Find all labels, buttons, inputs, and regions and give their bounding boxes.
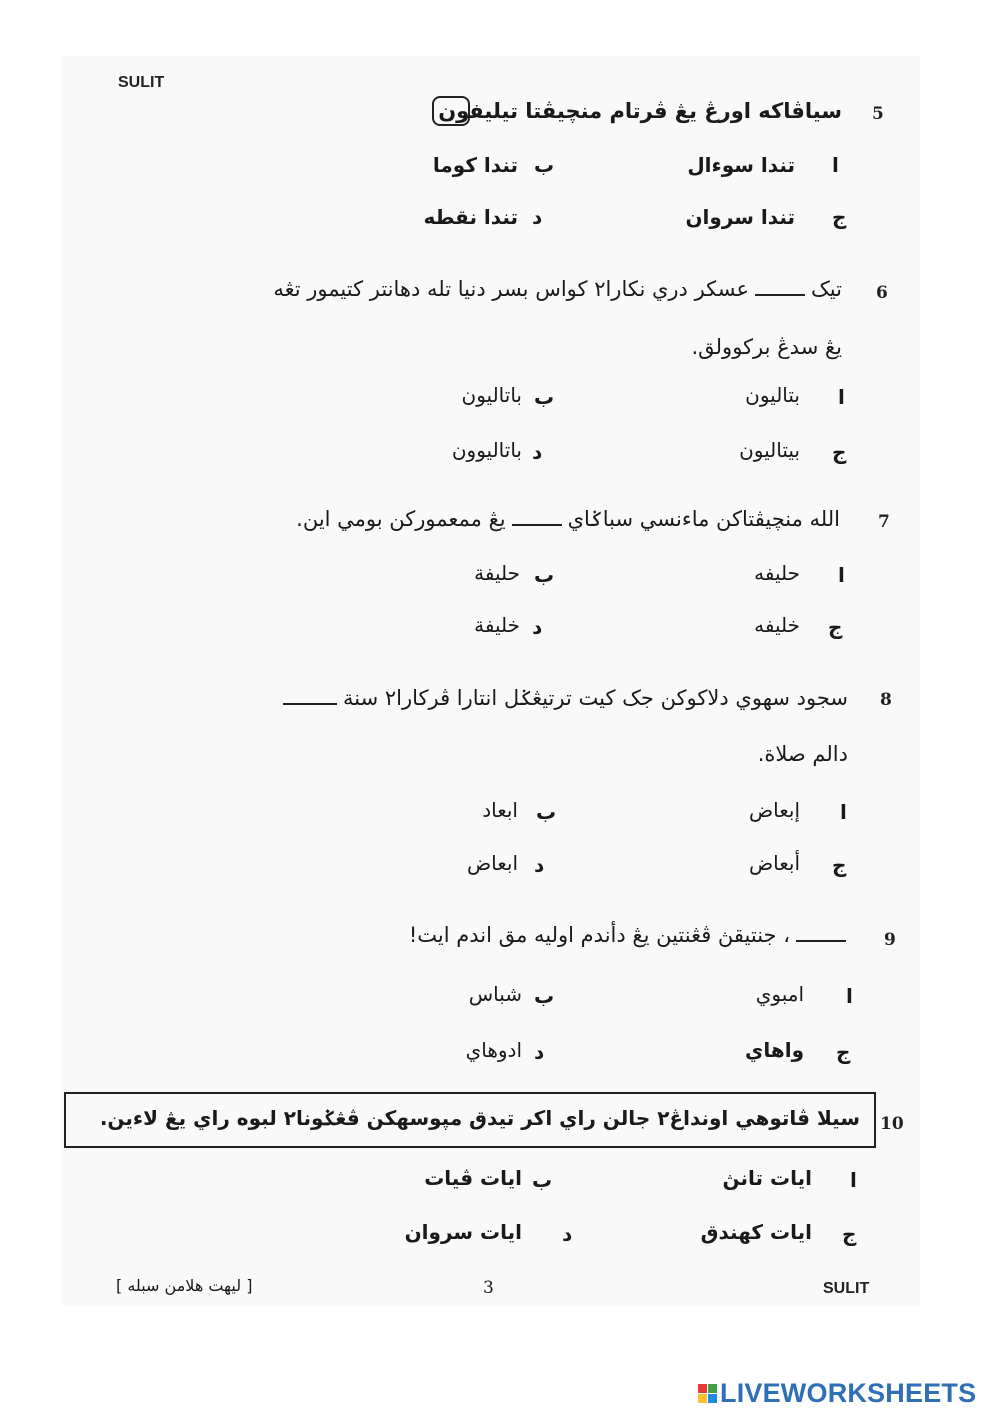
question-9-text xyxy=(409,923,852,947)
question-10-number: 10 xyxy=(880,1114,904,1134)
question-8-option-b-letter: ب xyxy=(536,800,557,824)
question-7-option-d[interactable]: خليفة xyxy=(474,613,520,637)
question-8-text-line2: دالم صلاة. xyxy=(757,742,848,766)
question-9-blank[interactable] xyxy=(796,940,846,942)
question-6-option-c-letter: ج xyxy=(832,440,847,464)
question-8-option-c-letter: ج xyxy=(832,853,847,877)
question-5-option-d[interactable]: تندا نقطه xyxy=(423,205,518,229)
question-9-option-a[interactable]: امبوي xyxy=(755,982,804,1006)
question-7-blank[interactable] xyxy=(512,524,562,526)
question-10-option-d[interactable]: ايات سروان xyxy=(404,1220,522,1244)
question-6-text-a: تيک xyxy=(811,277,842,301)
question-6-text-b: عسکر دري نکارا٢ کواس بسر دنيا تله دهانتر کتيمور تڠه xyxy=(273,277,750,301)
question-6-blank[interactable] xyxy=(755,294,805,296)
question-6-text-line2: يڠ سدڠ برکوولق. xyxy=(691,335,842,359)
question-5-option-b-letter: ب xyxy=(534,153,555,177)
liveworksheets-logo-icon xyxy=(698,1384,717,1403)
page-number: 3 xyxy=(483,1278,494,1298)
question-7-number: 7 xyxy=(878,512,890,532)
question-10-text: سيلا ڤاتوهي اونداڠ٢ جالن راي اکر تيدق مپوسهکن ڤڠݢونا٢ لبوه راي يڠ لاءين. xyxy=(99,1106,860,1130)
question-5-option-d-letter: د xyxy=(532,205,543,229)
question-8-option-a[interactable]: إبعاض xyxy=(748,798,800,822)
question-8-text-a: سجود سهوي دلاکوکن جک کيت ترتيڠݢل انتارا ڤرکارا٢ سنة xyxy=(342,686,848,710)
question-6-option-d-letter: د xyxy=(532,440,543,464)
question-6-number: 6 xyxy=(876,283,888,303)
footer-sulit: SULIT xyxy=(823,1280,870,1297)
question-6-option-c[interactable]: بيتاليون xyxy=(739,438,800,462)
question-7-option-b-letter: ب xyxy=(534,563,555,587)
question-6-option-b[interactable]: باتاليون xyxy=(461,383,522,407)
question-10-option-c[interactable]: ايات کهندق xyxy=(700,1220,812,1244)
question-10-option-a[interactable]: ايات تانڽ xyxy=(722,1166,812,1190)
question-9-option-a-letter: ا xyxy=(846,984,853,1008)
liveworksheets-wordmark: LIVEWORKSHEETS xyxy=(720,1378,977,1408)
question-9-option-b[interactable]: شباس xyxy=(468,982,522,1006)
question-7-option-c-letter: ج xyxy=(828,615,843,639)
question-7-option-a-letter: ا xyxy=(838,563,845,587)
question-8-option-d[interactable]: ابعاض xyxy=(466,851,518,875)
question-5-number: 5 xyxy=(872,104,884,124)
question-9-option-c[interactable]: واهاي xyxy=(745,1038,804,1062)
question-8-option-b[interactable]: ابعاد xyxy=(482,798,518,822)
question-5-option-a[interactable]: تندا سوءال xyxy=(687,153,795,177)
question-5-option-c[interactable]: تندا سروان xyxy=(685,205,795,229)
question-8-blank[interactable] xyxy=(283,703,337,705)
question-10-option-b-letter: ب xyxy=(532,1168,553,1192)
question-7-option-b[interactable]: حليفة xyxy=(474,561,520,585)
question-10-option-d-letter: د xyxy=(562,1222,573,1246)
question-9-text-b: ، جنتيقڽ ڤڠنتين يڠ دأندم اوليه مق اندم ايت! xyxy=(408,923,790,947)
question-6-option-d[interactable]: باتاليوون xyxy=(451,438,522,462)
question-5-option-a-letter: ا xyxy=(832,153,839,177)
question-8-option-a-letter: ا xyxy=(840,800,847,824)
question-10-option-a-letter: ا xyxy=(850,1168,857,1192)
question-9-option-d-letter: د xyxy=(534,1040,545,1064)
question-7-option-c[interactable]: خليفه xyxy=(754,613,800,637)
question-7-option-d-letter: د xyxy=(532,615,543,639)
question-9-option-d[interactable]: ادوهاي xyxy=(465,1038,522,1062)
question-8-number: 8 xyxy=(880,690,892,710)
question-9-option-b-letter: ب xyxy=(534,984,555,1008)
header-sulit: SULIT xyxy=(118,74,165,91)
question-8-option-c[interactable]: أبعاض xyxy=(748,851,800,875)
turn-page-note: [ ليهت هلامن سبله ] xyxy=(116,1276,253,1295)
liveworksheets-brand xyxy=(698,1378,976,1409)
question-7-text xyxy=(296,507,840,531)
question-10-option-c-letter: ج xyxy=(842,1222,857,1246)
question-5-option-b[interactable]: تندا کوما xyxy=(432,153,518,177)
question-7-text-b: يڠ ممعمورکن بومي اين. xyxy=(296,507,506,531)
question-5-text: سياڤاکه اورڠ يڠ ڤرتام منچيڤتا تيليفون xyxy=(438,99,842,123)
question-6-option-b-letter: ب xyxy=(534,385,555,409)
question-6-option-a-letter: ا xyxy=(838,385,845,409)
question-8-option-d-letter: د xyxy=(534,853,545,877)
question-5-option-c-letter: ج xyxy=(832,205,847,229)
question-9-option-c-letter: ج xyxy=(836,1040,851,1064)
question-7-option-a[interactable]: حليفه xyxy=(754,561,800,585)
question-10-option-b[interactable]: ايات ڤيات xyxy=(424,1166,522,1190)
question-7-text-a: الله منچيڤتاکن ماءنسي سباݢاي xyxy=(567,507,840,531)
question-6-text xyxy=(273,277,842,301)
question-9-number: 9 xyxy=(884,930,896,950)
question-8-text xyxy=(277,686,848,710)
question-6-option-a[interactable]: بتاليون xyxy=(745,383,800,407)
